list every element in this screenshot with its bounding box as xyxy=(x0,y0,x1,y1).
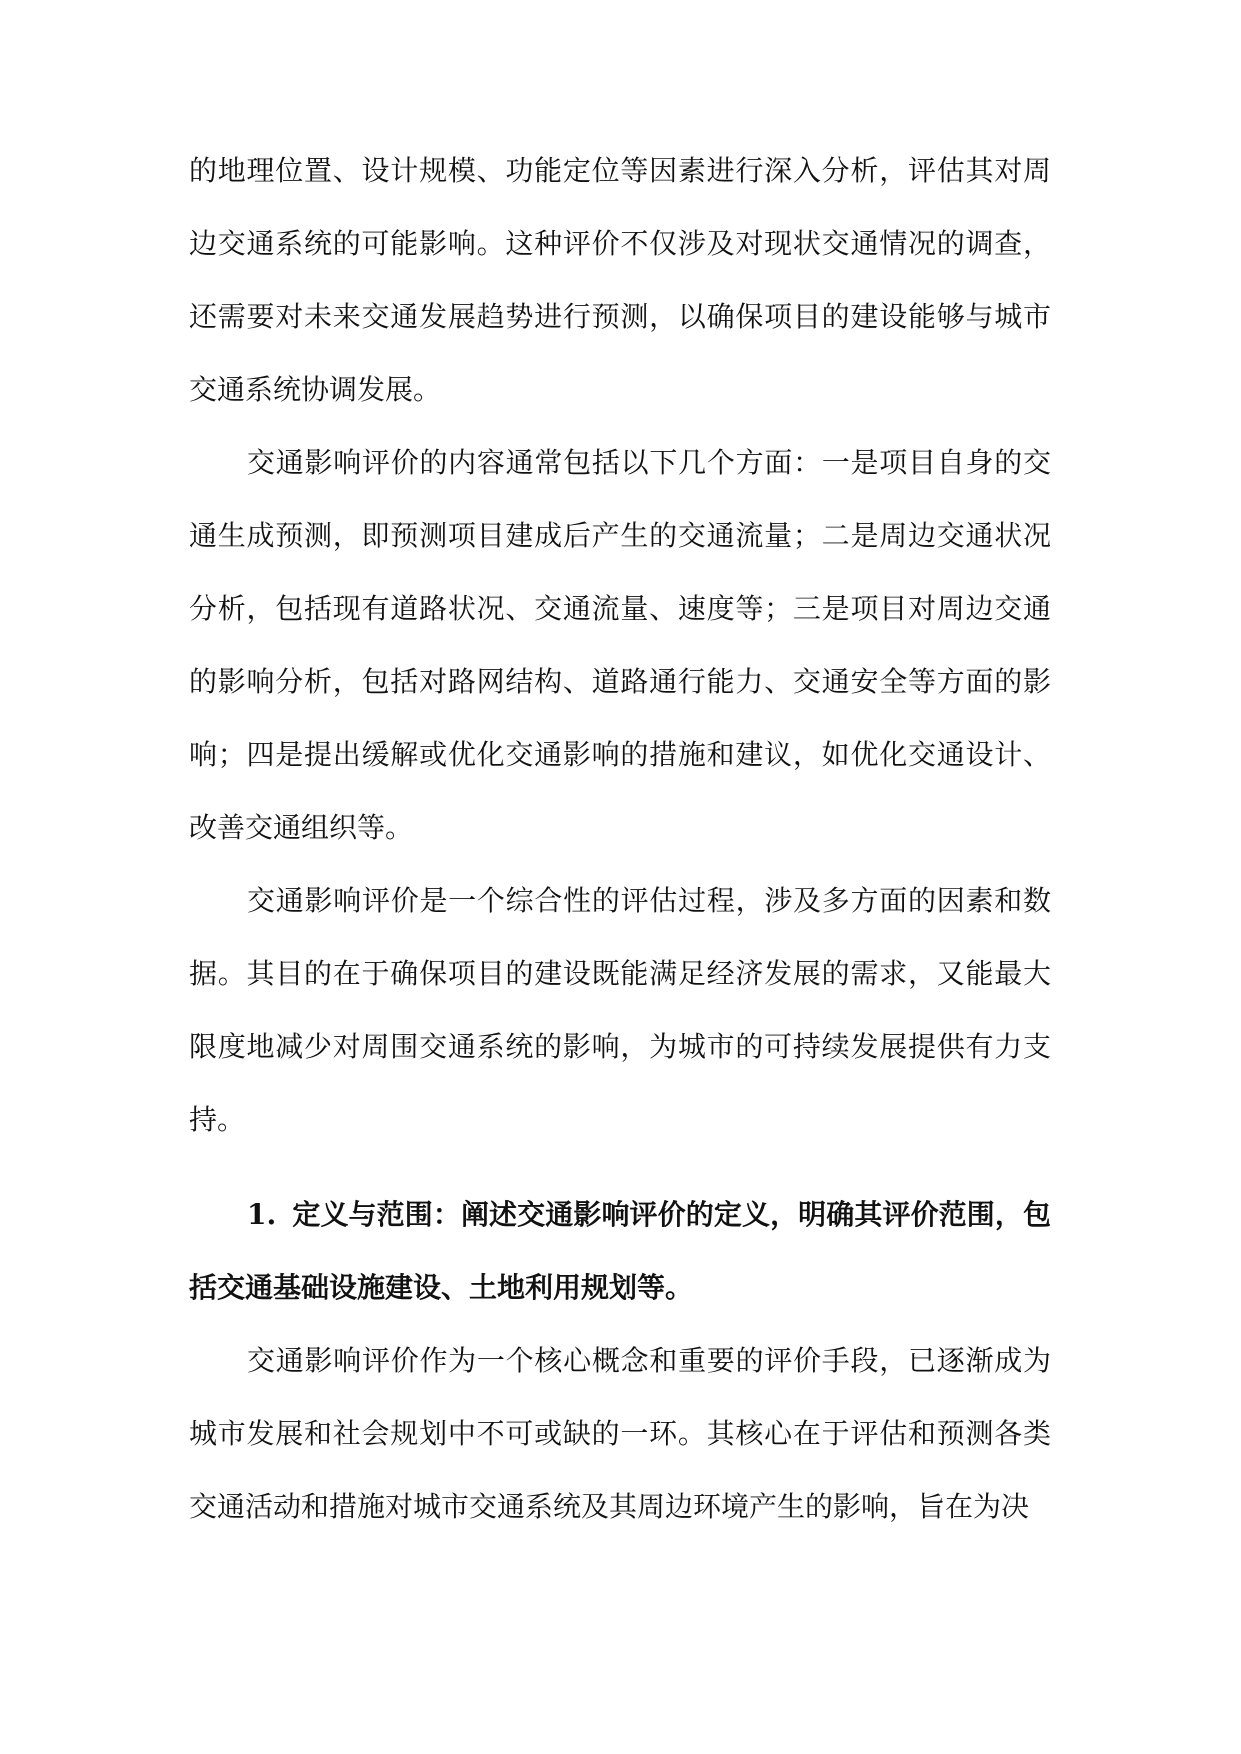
section-heading-number: 1. xyxy=(247,1198,277,1231)
section-heading-text: 定义与范围：阐述交通影响评价的定义，明确其评价范围，包括交通基础设施建设、土地利用规划等。 xyxy=(189,1198,1051,1304)
paragraph-2: 交通影响评价的内容通常包括以下几个方面：一是项目自身的交通生成预测，即预测项目建成后产生的交通流量；二是周边交通状况分析，包括现有道路状况、交通流量、速度等；三是项目对周边交通的影响分析，包括对路网结构、道路通行能力、交通安全等方面的影响；四是提出缓解或优化交通影响的措施和建议，如优化交通设计、改善交通组织等。 xyxy=(189,446,1051,844)
paragraph-1: 的地理位置、设计规模、功能定位等因素进行深入分析，评估其对周边交通系统的可能影响。这种评价不仅涉及对现状交通情况的调查，还需要对未来交通发展趋势进行预测，以确保项目的建设能够与城市交通系统协调发展。 xyxy=(189,154,1051,406)
paragraph-3: 交通影响评价是一个综合性的评估过程，涉及多方面的因素和数据。其目的在于确保项目的建设既能满足经济发展的需求，又能最大限度地减少对周围交通系统的影响，为城市的可持续发展提供有力支持。 xyxy=(189,884,1051,1136)
document-body xyxy=(189,134,1051,1543)
paragraph-4: 交通影响评价作为一个核心概念和重要的评价手段，已逐渐成为城市发展和社会规划中不可或缺的一环。其核心在于评估和预测各类交通活动和措施对城市交通系统及其周边环境产生的影响，旨在为决 xyxy=(189,1344,1051,1523)
section-heading-1 xyxy=(189,1178,1051,1324)
